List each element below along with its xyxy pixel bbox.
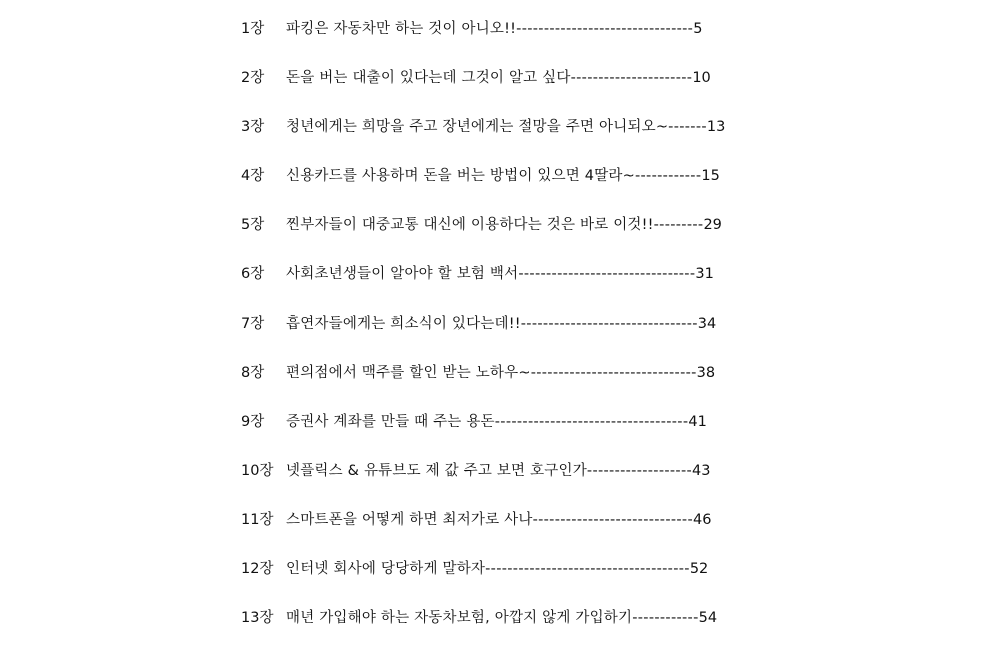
chapter-title: 파킹은 자동차만 하는 것이 아니오!!: [286, 21, 517, 37]
page-number: 31: [695, 266, 714, 283]
toc-entry: [241, 214, 761, 263]
dot-leader: ------------: [632, 610, 699, 627]
page-number: 46: [693, 511, 712, 528]
page-number: 10: [692, 70, 711, 87]
page-number: 52: [689, 561, 709, 578]
toc-entry: [241, 509, 761, 558]
toc-entry: [241, 607, 761, 656]
chapter-title: 매년 가입해야 하는 자동차보험, 아깝지 않게 가입하기: [286, 610, 633, 627]
dot-leader: ------------------------------: [530, 364, 697, 381]
toc-entry: [241, 67, 761, 116]
page-number: 54: [698, 610, 718, 627]
toc-entry: [241, 165, 761, 214]
page-number: 34: [697, 315, 717, 332]
page-number: 43: [692, 462, 711, 479]
chapter-number: 4장: [241, 168, 265, 185]
page-number: 15: [701, 168, 720, 185]
chapter-title: 증권사 계좌를 만들 때 주는 용돈: [286, 413, 495, 430]
chapter-number: 10장: [241, 462, 274, 479]
chapter-title: 스마트폰을 어떻게 하면 최저가로 사나: [286, 511, 533, 528]
dot-leader: ----------------------: [570, 70, 693, 87]
dot-leader: -------------------------------------: [485, 561, 690, 578]
chapter-title: 인터넷 회사에 당당하게 말하자: [286, 561, 486, 578]
chapter-number: 3장: [241, 119, 265, 136]
toc-entry: [241, 460, 761, 509]
toc-entry: [241, 116, 761, 165]
chapter-number: 7장: [241, 315, 265, 332]
toc-entry: [241, 313, 761, 362]
chapter-number: 9장: [241, 413, 265, 430]
dot-leader: --------------------------------: [516, 21, 694, 37]
chapter-number: 12장: [241, 561, 274, 578]
toc-entry: [241, 411, 761, 460]
chapter-title: 사회초년생들이 알아야 할 보험 백서: [286, 266, 519, 283]
chapter-number: 8장: [241, 364, 265, 381]
chapter-title: 넷플릭스 & 유튜브도 제 값 주고 보면 호구인가: [286, 462, 587, 479]
toc-entry: [241, 18, 761, 67]
toc-entry: [241, 558, 761, 607]
dot-leader: -------------------: [586, 462, 693, 479]
chapter-title: 편의점에서 맥주를 할인 받는 노하우~: [286, 364, 531, 381]
dot-leader: --------------------------------: [520, 315, 698, 332]
chapter-title: 청년에게는 희망을 주고 장년에게는 절망을 주면 아니되오~: [286, 119, 669, 136]
toc-entry: [241, 362, 761, 411]
dot-leader: -----------------------------: [532, 511, 693, 528]
dot-leader: -----------------------------------: [494, 413, 689, 430]
dot-leader: ---------: [653, 217, 704, 234]
chapter-number: 11장: [241, 511, 274, 528]
chapter-number: 5장: [241, 217, 265, 234]
chapter-title: 신용카드를 사용하며 돈을 버는 방법이 있으면 4딸라~: [286, 168, 635, 185]
page-number: 41: [688, 413, 707, 430]
chapter-number: 13장: [241, 610, 274, 627]
dot-leader: ------------: [634, 168, 702, 185]
page-number: 13: [706, 119, 726, 136]
dot-leader: --------------------------------: [518, 266, 696, 283]
table-of-contents: [241, 18, 761, 656]
page-number: 5: [693, 21, 703, 37]
chapter-title: 돈을 버는 대출이 있다는데 그것이 알고 싶다: [286, 70, 571, 87]
toc-entry: [241, 263, 761, 312]
chapter-number: 2장: [241, 70, 265, 87]
page-number: 38: [696, 364, 716, 381]
chapter-title: 흡연자들에게는 희소식이 있다는데!!: [286, 315, 521, 332]
chapter-number: 1장: [241, 21, 265, 37]
chapter-title: 찐부자들이 대중교통 대신에 이용하다는 것은 바로 이것!!: [286, 217, 654, 234]
dot-leader: -------: [668, 119, 707, 136]
page-number: 29: [703, 217, 722, 234]
chapter-number: 6장: [241, 266, 265, 283]
